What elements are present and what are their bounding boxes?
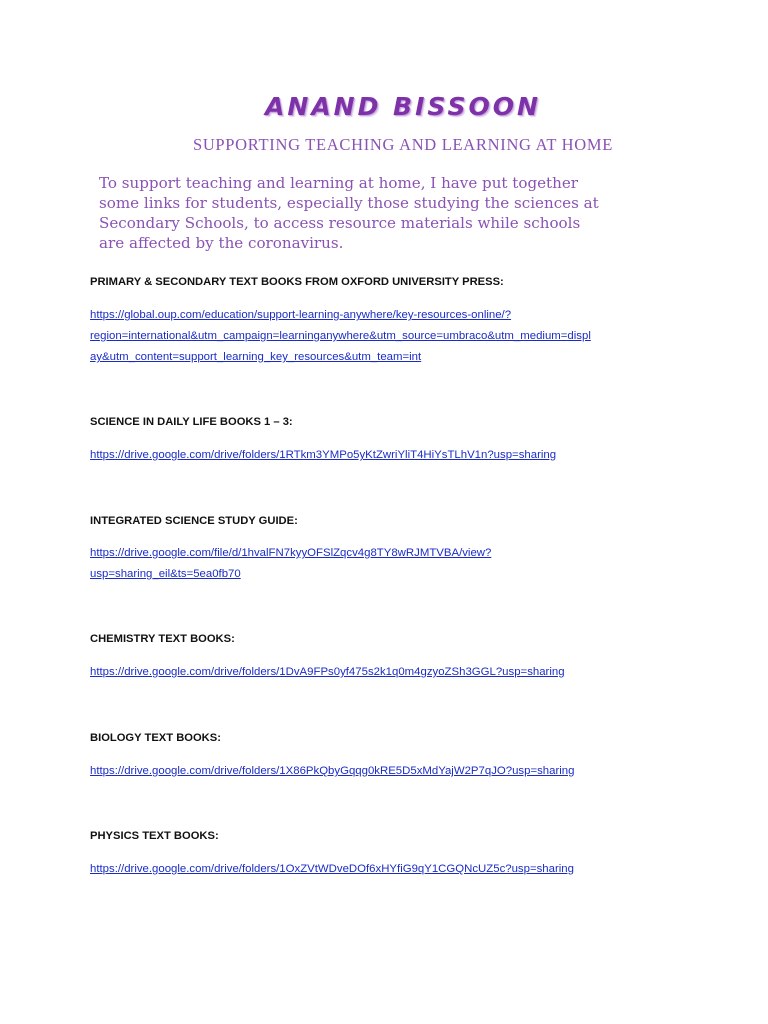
link-line[interactable]: https://drive.google.com/drive/folders/1DvA9FPs0yf475s2k1q0m4gzyoZSh3GGL?usp=sharing (90, 666, 565, 678)
intro-line: To support teaching and learning at home, I have put together (99, 174, 578, 192)
link-oup-resources[interactable] (90, 305, 591, 368)
link-line[interactable]: region=international&utm_campaign=learninganywhere&utm_source=umbraco&utm_medium=displ (90, 330, 591, 342)
intro-line: Secondary Schools, to access resource materials while schools (99, 214, 581, 232)
link-physics[interactable] (90, 859, 574, 880)
link-line[interactable]: https://global.oup.com/education/support-learning-anywhere/key-resources-online/? (90, 309, 512, 321)
document-title: ANAND BISSOON (265, 92, 541, 121)
link-chemistry[interactable] (90, 662, 565, 683)
link-line[interactable]: https://drive.google.com/drive/folders/1RTkm3YMPo5yKtZwriYliT4HiYsTLhV1n?usp=sharing (90, 449, 557, 461)
link-line[interactable]: usp=sharing_eil&ts=5ea0fb70 (90, 568, 241, 580)
link-line[interactable]: https://drive.google.com/file/d/1hvalFN7kyyOFSlZqcv4g8TY8wRJMTVBA/view? (90, 547, 492, 559)
section-heading-oup: PRIMARY & SECONDARY TEXT BOOKS FROM OXFORD UNIVERSITY PRESS: (90, 276, 504, 288)
section-heading-physics: PHYSICS TEXT BOOKS: (90, 830, 219, 842)
link-line[interactable]: https://drive.google.com/drive/folders/1OxZVtWDveDOf6xHYfiG9qY1CGQNcUZ5c?usp=sharing (90, 863, 574, 875)
section-heading-integrated-science: INTEGRATED SCIENCE STUDY GUIDE: (90, 515, 298, 527)
link-science-daily-life[interactable] (90, 445, 556, 466)
section-heading-science-daily-life: SCIENCE IN DAILY LIFE BOOKS 1 – 3: (90, 416, 293, 428)
document-subtitle: SUPPORTING TEACHING AND LEARNING AT HOME (192, 135, 614, 154)
link-line[interactable]: https://drive.google.com/drive/folders/1X86PkQbyGqqg0kRE5D5xMdYajW2P7qJO?usp=sharing (90, 765, 575, 777)
link-line[interactable]: ay&utm_content=support_learning_key_resources&utm_team=int (90, 351, 422, 363)
section-heading-biology: BIOLOGY TEXT BOOKS: (90, 732, 221, 744)
link-biology[interactable] (90, 761, 574, 782)
intro-line: are affected by the coronavirus. (99, 234, 344, 252)
link-integrated-science[interactable] (90, 543, 491, 585)
section-heading-chemistry: CHEMISTRY TEXT BOOKS: (90, 633, 235, 645)
intro-paragraph (99, 173, 739, 253)
intro-line: some links for students, especially those studying the sciences at (99, 194, 599, 212)
